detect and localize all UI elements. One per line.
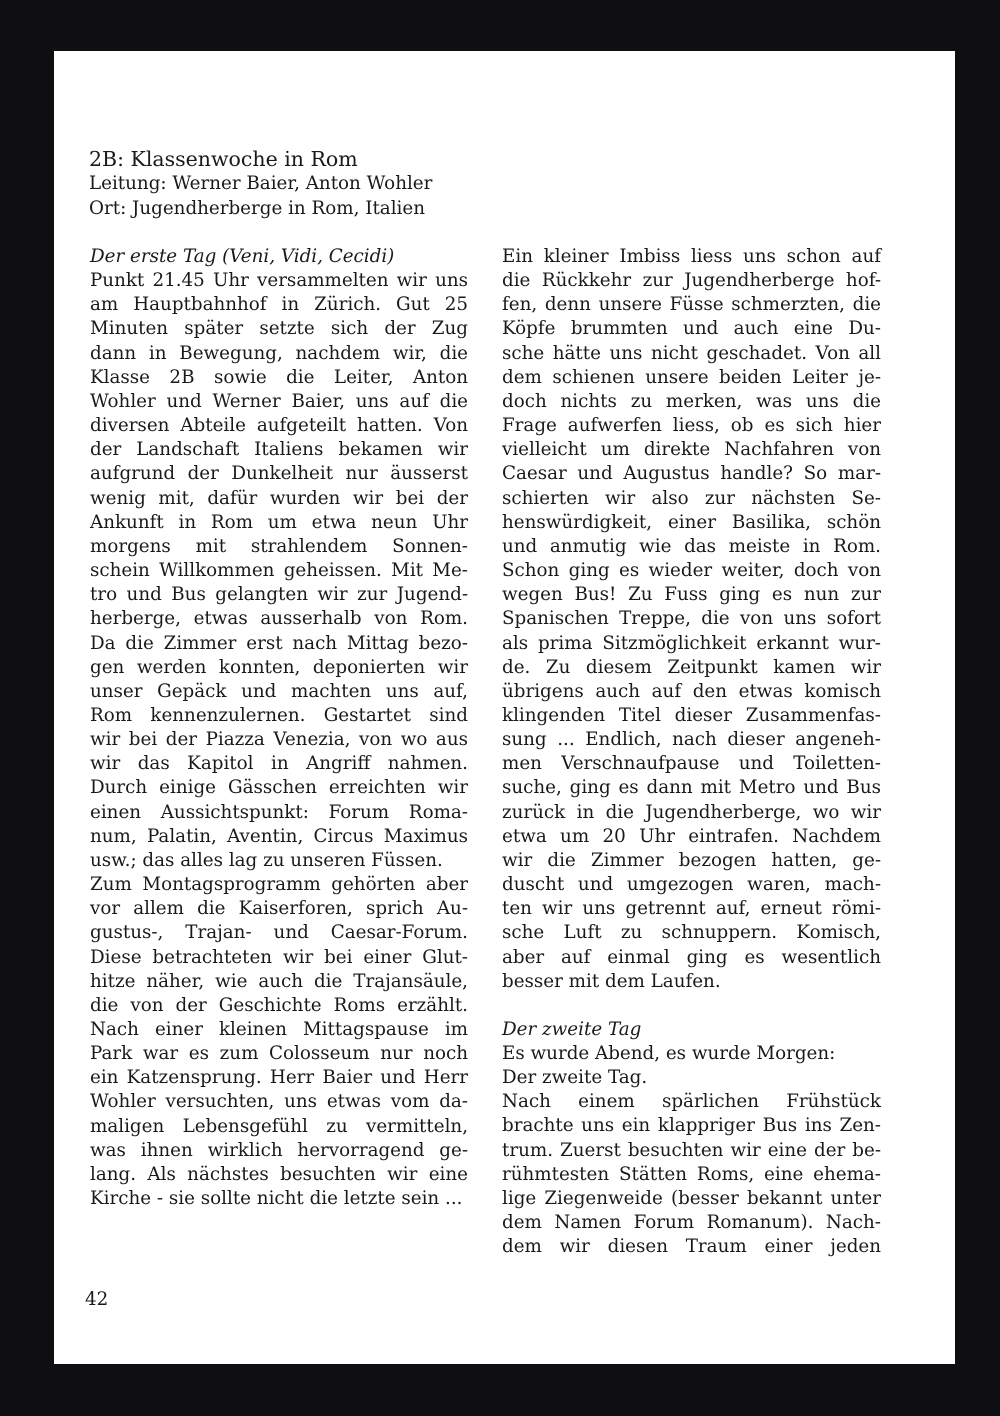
text-line: die von der Geschichte Roms erzählt.: [90, 994, 468, 1016]
text-line: Diese betrachteten wir bei einer Glut-: [90, 946, 468, 968]
text-line: Der zweite Tag.: [502, 1067, 648, 1089]
text-line: und anmutig wie das meiste in Rom.: [502, 535, 881, 557]
text-line: Es wurde Abend, es wurde Morgen:: [502, 1043, 836, 1064]
left-column: [90, 245, 468, 1211]
article-title: 2B: Klassenwoche in Rom: [89, 147, 358, 171]
text-line: Durch einige Gässchen erreichten wir: [90, 777, 468, 799]
text-line: brachte uns ein klappriger Bus ins Zen-: [502, 1115, 881, 1137]
text-line: men Verschnaufpause und Toiletten-: [502, 753, 881, 775]
text-line: suche, ging es dann mit Metro und Bus: [502, 777, 881, 799]
text-line: Da die Zimmer erst nach Mittag bezo-: [90, 632, 468, 654]
text-line: wir das Kapitol in Angriff nahmen.: [90, 753, 468, 775]
leitung-line: Leitung: Werner Baier, Anton Wohler: [89, 173, 433, 194]
text-line: Rom kennenzulernen. Gestartet sind: [90, 704, 468, 726]
text-line: gustus-, Trajan- und Caesar-Forum.: [90, 922, 468, 944]
text-line: Ankunft in Rom um etwa neun Uhr: [90, 511, 468, 533]
text-line: Zum Montagsprogramm gehörten aber: [90, 874, 468, 896]
text-line: Wohler und Werner Baier, uns auf die: [90, 390, 468, 412]
text-line: Caesar und Augustus handle? So mar-: [502, 463, 881, 485]
text-line: vor allem die Kaiserforen, sprich Au-: [90, 898, 468, 920]
right-column-body-part2: [502, 1042, 881, 1259]
text-line: besser mit dem Laufen.: [502, 970, 721, 992]
text-line: morgens mit strahlendem Sonnen-: [90, 535, 468, 557]
text-line: Wohler versuchten, uns etwas vom da-: [90, 1091, 468, 1113]
text-line: Schon ging es wieder weiter, doch von: [502, 560, 881, 582]
text-line: etwa um 20 Uhr eintrafen. Nachdem: [502, 825, 881, 847]
left-column-body: [90, 269, 468, 1211]
article-header: [89, 147, 509, 221]
text-line: einen Aussichtspunkt: Forum Roma-: [90, 801, 468, 823]
text-line: sche Luft zu schnuppern. Komisch,: [502, 922, 881, 944]
section-heading-day-two: Der zweite Tag: [502, 1018, 642, 1040]
text-line: schierten wir also zur nächsten Se-: [502, 487, 881, 509]
text-line: übrigens auch auf den etwas komisch: [502, 680, 881, 702]
text-line: de. Zu diesem Zeitpunkt kamen wir: [502, 656, 881, 678]
ort-line: Ort: Jugendherberge in Rom, Italien: [89, 197, 425, 219]
text-line: Frage aufwerfen liess, ob es sich hier: [502, 415, 881, 437]
text-line: tro und Bus gelangten wir zur Jugend-: [90, 584, 468, 606]
text-line: die Rückkehr zur Jugendherberge hof-: [502, 270, 881, 292]
text-line: aber auf einmal ging es wesentlich: [502, 946, 881, 968]
text-line: dem schienen unsere beiden Leiter je-: [502, 366, 881, 388]
text-line: fen, denn unsere Füsse schmerzten, die: [502, 294, 881, 316]
text-line: ein Katzensprung. Herr Baier und Herr: [90, 1067, 468, 1089]
right-column-body-part1: [502, 245, 881, 994]
text-line: diversen Abteile aufgeteilt hatten. Von: [90, 415, 468, 437]
text-line: Klasse 2B sowie die Leiter, Anton: [90, 366, 468, 388]
text-line: klingenden Titel dieser Zusammenfas-: [502, 704, 881, 726]
text-line: Nach einer kleinen Mittagspause im: [90, 1019, 468, 1040]
text-line: Nach einem spärlichen Frühstück: [502, 1091, 881, 1113]
text-line: sung ... Endlich, nach dieser angeneh-: [502, 729, 881, 751]
text-line: der Landschaft Italiens bekamen wir: [90, 439, 468, 461]
document-page: [54, 51, 955, 1364]
text-line: rühmtesten Stätten Roms, eine ehema-: [502, 1163, 881, 1185]
section-heading-day-one: Der erste Tag (Veni, Vidi, Cecidi): [90, 246, 395, 267]
text-line: doch nichts zu merken, was uns die: [502, 390, 881, 412]
text-line: Punkt 21.45 Uhr versammelten wir uns: [90, 270, 468, 292]
text-line: wenig mit, dafür wurden wir bei der: [90, 487, 468, 509]
text-line: ten wir uns getrennt auf, erneut römi-: [502, 898, 881, 920]
text-line: maligen Lebensgefühl zu vermitteln,: [90, 1115, 468, 1137]
text-line: vielleicht um direkte Nachfahren von: [502, 439, 881, 461]
text-line: zurück in die Jugendherberge, wo wir: [502, 801, 881, 823]
page-number: 42: [85, 1289, 109, 1310]
section-gap: [502, 994, 881, 1018]
text-line: sche hätte uns nicht geschadet. Von all: [502, 342, 881, 364]
text-line: hitze näher, wie auch die Trajansäule,: [90, 970, 468, 992]
text-line: wir die Zimmer bezogen hatten, ge-: [502, 849, 881, 871]
text-line: wir bei der Piazza Venezia, von wo aus: [90, 729, 468, 751]
text-line: Park war es zum Colosseum nur noch: [90, 1043, 468, 1065]
text-line: gen werden konnten, deponierten wir: [90, 656, 468, 678]
text-line: wegen Bus! Zu Fuss ging es nun zur: [502, 584, 881, 606]
text-line: dem Namen Forum Romanum). Nach-: [502, 1212, 881, 1234]
text-line: Minuten später setzte sich der Zug: [90, 318, 468, 340]
text-line: Köpfe brummten und auch eine Du-: [502, 318, 881, 340]
text-line: schein Willkommen geheissen. Mit Me-: [90, 560, 468, 582]
text-line: lang. Als nächstes besuchten wir eine: [90, 1163, 468, 1185]
text-line: henswürdigkeit, einer Basilika, schön: [502, 511, 881, 533]
text-line: dann in Bewegung, nachdem wir, die: [90, 342, 468, 364]
text-line: trum. Zuerst besuchten wir eine der be-: [502, 1139, 881, 1161]
text-line: Ein kleiner Imbiss liess uns schon auf: [502, 246, 881, 267]
text-line: Spanischen Treppe, die von uns sofort: [502, 608, 881, 630]
right-column: [502, 245, 881, 1259]
text-line: aufgrund der Dunkelheit nur äusserst: [90, 463, 468, 485]
text-line: Kirche - sie sollte nicht die letzte sein ...: [90, 1188, 463, 1210]
text-line: als prima Sitzmöglichkeit erkannt wur-: [502, 632, 881, 654]
text-line: was ihnen wirklich hervorragend ge-: [90, 1139, 468, 1161]
text-line: usw.; das alles lag zu unseren Füssen.: [90, 849, 443, 871]
text-line: duscht und umgezogen waren, mach-: [502, 874, 881, 896]
text-line: am Hauptbahnhof in Zürich. Gut 25: [90, 294, 468, 316]
text-line: herberge, etwas ausserhalb von Rom.: [90, 608, 468, 630]
text-line: unser Gepäck und machten uns auf,: [90, 680, 468, 702]
text-line: dem wir diesen Traum einer jeden: [502, 1236, 881, 1258]
text-line: num, Palatin, Aventin, Circus Maximus: [90, 825, 468, 847]
text-line: lige Ziegenweide (besser bekannt unter: [502, 1187, 881, 1209]
